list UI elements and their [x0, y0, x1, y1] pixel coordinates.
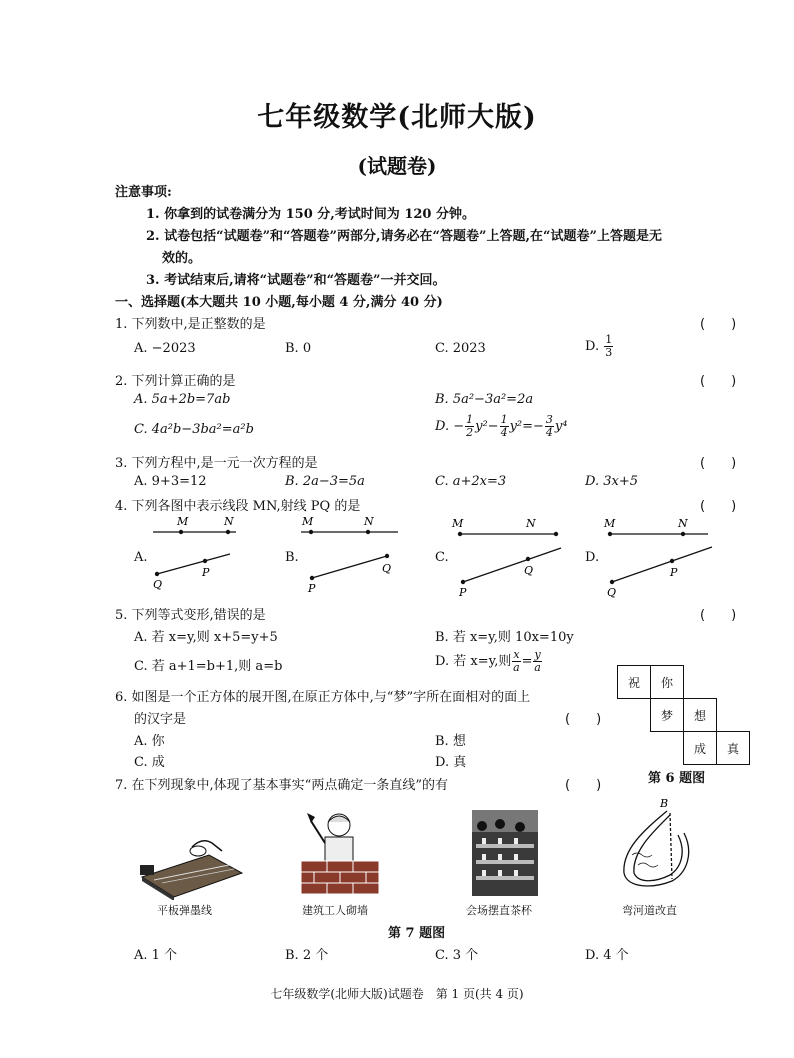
q7-caption-3: 会场摆直茶杯 [466, 904, 532, 917]
q1-option-d [585, 334, 614, 359]
q5-d-fraction-2 [533, 649, 541, 674]
q4-label-b: B. [285, 550, 299, 565]
q5-d-f2-num: y [534, 648, 541, 661]
q4-a-label-m: M [177, 515, 189, 528]
bricklayer-image [299, 805, 381, 900]
q4-label-a: A. [134, 550, 148, 565]
q5-option-a: A. 若 x=y,则 x+5=y+5 [134, 630, 278, 645]
q2-d-f2-num: 1 [500, 413, 508, 426]
q1-option-b: B. 0 [285, 341, 312, 356]
q6-answer-paren: ( ) [565, 712, 602, 727]
q6-option-d: D. 真 [435, 755, 467, 770]
notice-item-3: 3. 考试结束后,请将“试题卷”和“答题卷”一并交回。 [146, 273, 446, 288]
q7-option-a: A. 1 个 [134, 948, 178, 963]
q7-option-c: C. 3 个 [435, 948, 479, 963]
q4-b-label-p: P [308, 582, 316, 594]
q4-a-label-p: P [202, 566, 210, 579]
page-title: 七年级数学(北师大版) [257, 102, 537, 133]
q2-d-end: y⁴ [554, 419, 568, 434]
cube-face-xiang: 想 [683, 698, 717, 732]
cube-face-ni: 你 [650, 665, 684, 699]
cube-face-zhen: 真 [716, 731, 750, 765]
q7-caption-1: 平板弹墨线 [157, 904, 212, 917]
q2-option-a: A. 5a+2b=7ab [134, 392, 231, 407]
q5-option-b: B. 若 x=y,则 10x=10y [435, 630, 574, 645]
q2-d-f3-num: 3 [545, 413, 553, 426]
cube-face-zhu: 祝 [617, 665, 651, 699]
q2-d-fraction-3 [545, 414, 554, 439]
q6-stem-line2: 的汉字是 [134, 712, 187, 727]
q1-option-c: C. 2023 [435, 341, 486, 356]
q4-b-label-q: Q [382, 562, 392, 575]
q4-figure-d [598, 512, 718, 598]
q2-option-b: B. 5a²−3a²=2a [435, 392, 534, 407]
q4-figure-c [448, 512, 568, 598]
q4-a-label-q: Q [153, 578, 163, 590]
ink-line-board-image [134, 825, 246, 900]
q2-d-f1-num: 1 [466, 413, 474, 426]
notice-item-1: 1. 你拿到的试卷满分为 150 分,考试时间为 120 分钟。 [146, 207, 475, 222]
q4-c-label-m: M [452, 517, 464, 530]
q4-a-label-n: N [224, 515, 234, 528]
q2-d-fraction-2 [500, 414, 509, 439]
q5-option-c: C. 若 a+1=b+1,则 a=b [134, 659, 283, 674]
q2-d-f3-den: 4 [545, 426, 553, 439]
q1-d-fraction [604, 334, 613, 359]
q1-answer-paren: ( ) [700, 317, 737, 332]
q4-figure-b [298, 512, 408, 594]
cube-face-meng: 梦 [650, 698, 684, 732]
q3-option-d: D. 3x+5 [585, 474, 638, 489]
q2-d-mid-1: y²− [475, 419, 499, 434]
q3-option-a: A. 9+3=12 [134, 474, 207, 489]
q1-option-a: A. −2023 [134, 341, 196, 356]
q2-option-d [435, 414, 567, 439]
page-footer: 七年级数学(北师大版)试题卷 第 1 页(共 4 页) [270, 987, 524, 1001]
q7-option-b: B. 2 个 [285, 948, 329, 963]
notice-heading: 注意事项: [115, 185, 172, 200]
q4-d-label-m: M [604, 517, 616, 530]
q6-figure-caption: 第 6 题图 [648, 771, 706, 786]
q3-answer-paren: ( ) [700, 456, 737, 471]
q6-option-b: B. 想 [435, 734, 466, 749]
q2-d-prefix: D. − [435, 419, 465, 434]
q3-option-b: B. 2a−3=5a [285, 474, 365, 489]
q4-b-label-n: N [364, 515, 374, 528]
q7-option-d: D. 4 个 [585, 948, 629, 963]
q4-label-d: D. [585, 550, 600, 565]
q2-option-c: C. 4a²b−3ba²=a²b [134, 422, 254, 437]
river-straightening-image [612, 793, 702, 901]
q2-d-f1-den: 2 [466, 426, 474, 439]
q1-d-num: 1 [605, 333, 613, 346]
section-heading: 一、选择题(本大题共 10 小题,每小题 4 分,满分 40 分) [115, 295, 443, 310]
q5-stem: 5. 下列等式变形,错误的是 [115, 608, 266, 623]
q2-d-f2-den: 4 [500, 426, 508, 439]
q6-option-a: A. 你 [134, 734, 165, 749]
cube-face-cheng: 成 [683, 731, 717, 765]
q5-d-f1-num: x [513, 648, 520, 661]
q7-answer-paren: ( ) [565, 778, 602, 793]
q4-c-label-n: N [526, 517, 536, 530]
page-subtitle: (试题卷) [357, 154, 437, 178]
q2-answer-paren: ( ) [700, 374, 737, 389]
q4-b-label-m: M [302, 515, 314, 528]
q1-d-den: 3 [605, 346, 613, 359]
meeting-hall-image [472, 810, 538, 896]
q1-d-prefix: D. [585, 339, 604, 354]
q6-stem-line1: 6. 如图是一个正方体的展开图,在原正方体中,与“梦”字所在面相对的面上 [115, 690, 531, 705]
q7-caption-4: 弯河道改直 [622, 904, 677, 917]
river-point-b: B [660, 797, 669, 810]
q4-d-label-n: N [678, 517, 688, 530]
q1-stem: 1. 下列数中,是正整数的是 [115, 317, 266, 332]
q2-stem: 2. 下列计算正确的是 [115, 374, 236, 389]
q5-d-f2-den: a [534, 661, 541, 674]
q5-d-eq: = [521, 654, 533, 669]
q5-d-f1-den: a [513, 661, 520, 674]
q4-figure-a [148, 512, 238, 590]
q4-d-label-q: Q [607, 586, 617, 598]
q6-option-c: C. 成 [134, 755, 165, 770]
q7-figure-caption: 第 7 题图 [388, 926, 446, 941]
q4-label-c: C. [435, 550, 449, 565]
notice-item-2: 2. 试卷包括“试题卷”和“答题卷”两部分,请务必在“答题卷”上答题,在“试题卷”上答题是无 [146, 229, 662, 244]
q2-d-mid-2: y²=− [509, 419, 544, 434]
q7-caption-2: 建筑工人砌墙 [302, 904, 368, 917]
q4-c-label-q: Q [524, 564, 534, 577]
q5-answer-paren: ( ) [700, 608, 737, 623]
q5-d-prefix: D. 若 x=y,则 [435, 654, 512, 669]
q5-d-fraction-1 [512, 649, 520, 674]
q3-option-c: C. a+2x=3 [435, 474, 507, 489]
notice-item-2-cont: 效的。 [162, 251, 202, 266]
q7-stem: 7. 在下列现象中,体现了基本事实“两点确定一条直线”的有 [115, 778, 448, 793]
q4-d-label-p: P [670, 566, 678, 579]
q4-answer-paren: ( ) [700, 499, 737, 514]
q4-stem: 4. 下列各图中表示线段 MN,射线 PQ 的是 [115, 499, 361, 514]
q4-c-label-p: P [459, 586, 467, 598]
q2-d-fraction-1 [465, 414, 474, 439]
q3-stem: 3. 下列方程中,是一元一次方程的是 [115, 456, 318, 471]
q5-option-d [435, 649, 543, 674]
